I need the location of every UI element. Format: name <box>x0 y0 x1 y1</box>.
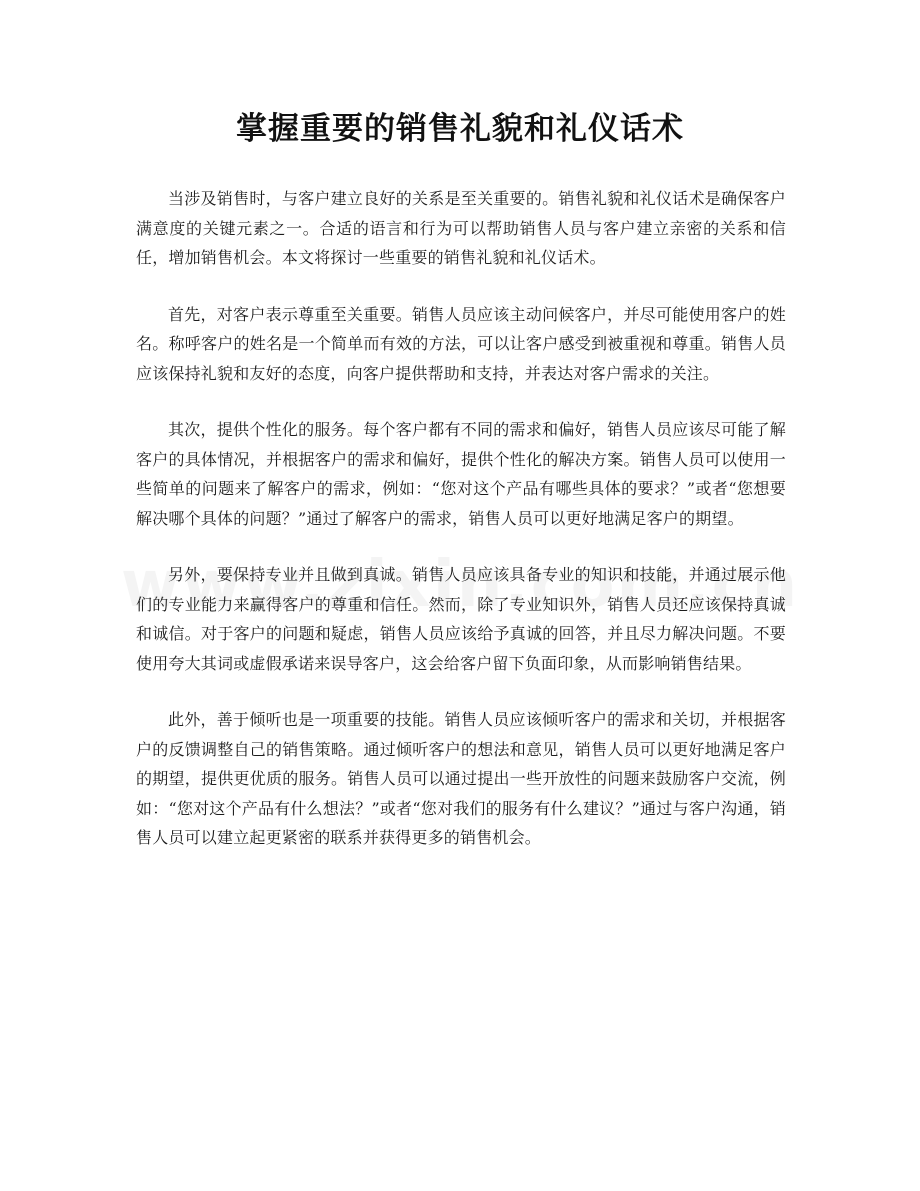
page-title: 掌握重要的销售礼貌和礼仪话术 <box>236 111 684 147</box>
paragraph-listening: 此外，善于倾听也是一项重要的技能。销售人员应该倾听客户的需求和关切，并根据客户的反馈调整自己的销售策略。通过倾听客户的想法和意见，销售人员可以更好地满足客户的期望，提供更优质的服务。销售人员可以通过提出一些开放性的问题来鼓励客户交流，例如：“您对这个产品有什么想法？”或者“您对我们的服务有什么建议？”通过与客户沟通，销售人员可以建立起更紧密的联系并获得更多的销售机会。 <box>136 710 786 847</box>
document-body <box>136 184 786 880</box>
paragraph-respect: 首先，对客户表示尊重至关重要。销售人员应该主动问候客户，并尽可能使用客户的姓名。称呼客户的姓名是一个简单而有效的方法，可以让客户感受到被重视和尊重。销售人员应该保持礼貌和友好的态度，向客户提供帮助和支持，并表达对客户需求的关注。 <box>136 304 786 383</box>
paragraph-professional-sincere: 另外，要保持专业并且做到真诚。销售人员应该具备专业的知识和技能，并通过展示他们的专业能力来赢得客户的尊重和信任。然而，除了专业知识外，销售人员还应该保持真诚和诚信。对于客户的问题和疑虑，销售人员应该给予真诚的回答，并且尽力解决问题。不要使用夸大其词或虚假承诺来误导客户，这会给客户留下负面印象，从而影响销售结果。 <box>136 565 786 673</box>
paragraph-intro: 当涉及销售时，与客户建立良好的关系是至关重要的。销售礼貌和礼仪话术是确保客户满意度的关键元素之一。合适的语言和行为可以帮助销售人员与客户建立亲密的关系和信任，增加销售机会。本文将探讨一些重要的销售礼貌和礼仪话术。 <box>136 189 786 267</box>
paragraph-personalized-service: 其次，提供个性化的服务。每个客户都有不同的需求和偏好，销售人员应该尽可能了解客户的具体情况，并根据客户的需求和偏好，提供个性化的解决方案。销售人员可以使用一些简单的问题来了解客户的需求，例如：“您对这个产品有哪些具体的要求？”或者“您想要解决哪个具体的问题？”通过了解客户的需求，销售人员可以更好地满足客户的期望。 <box>136 420 786 528</box>
